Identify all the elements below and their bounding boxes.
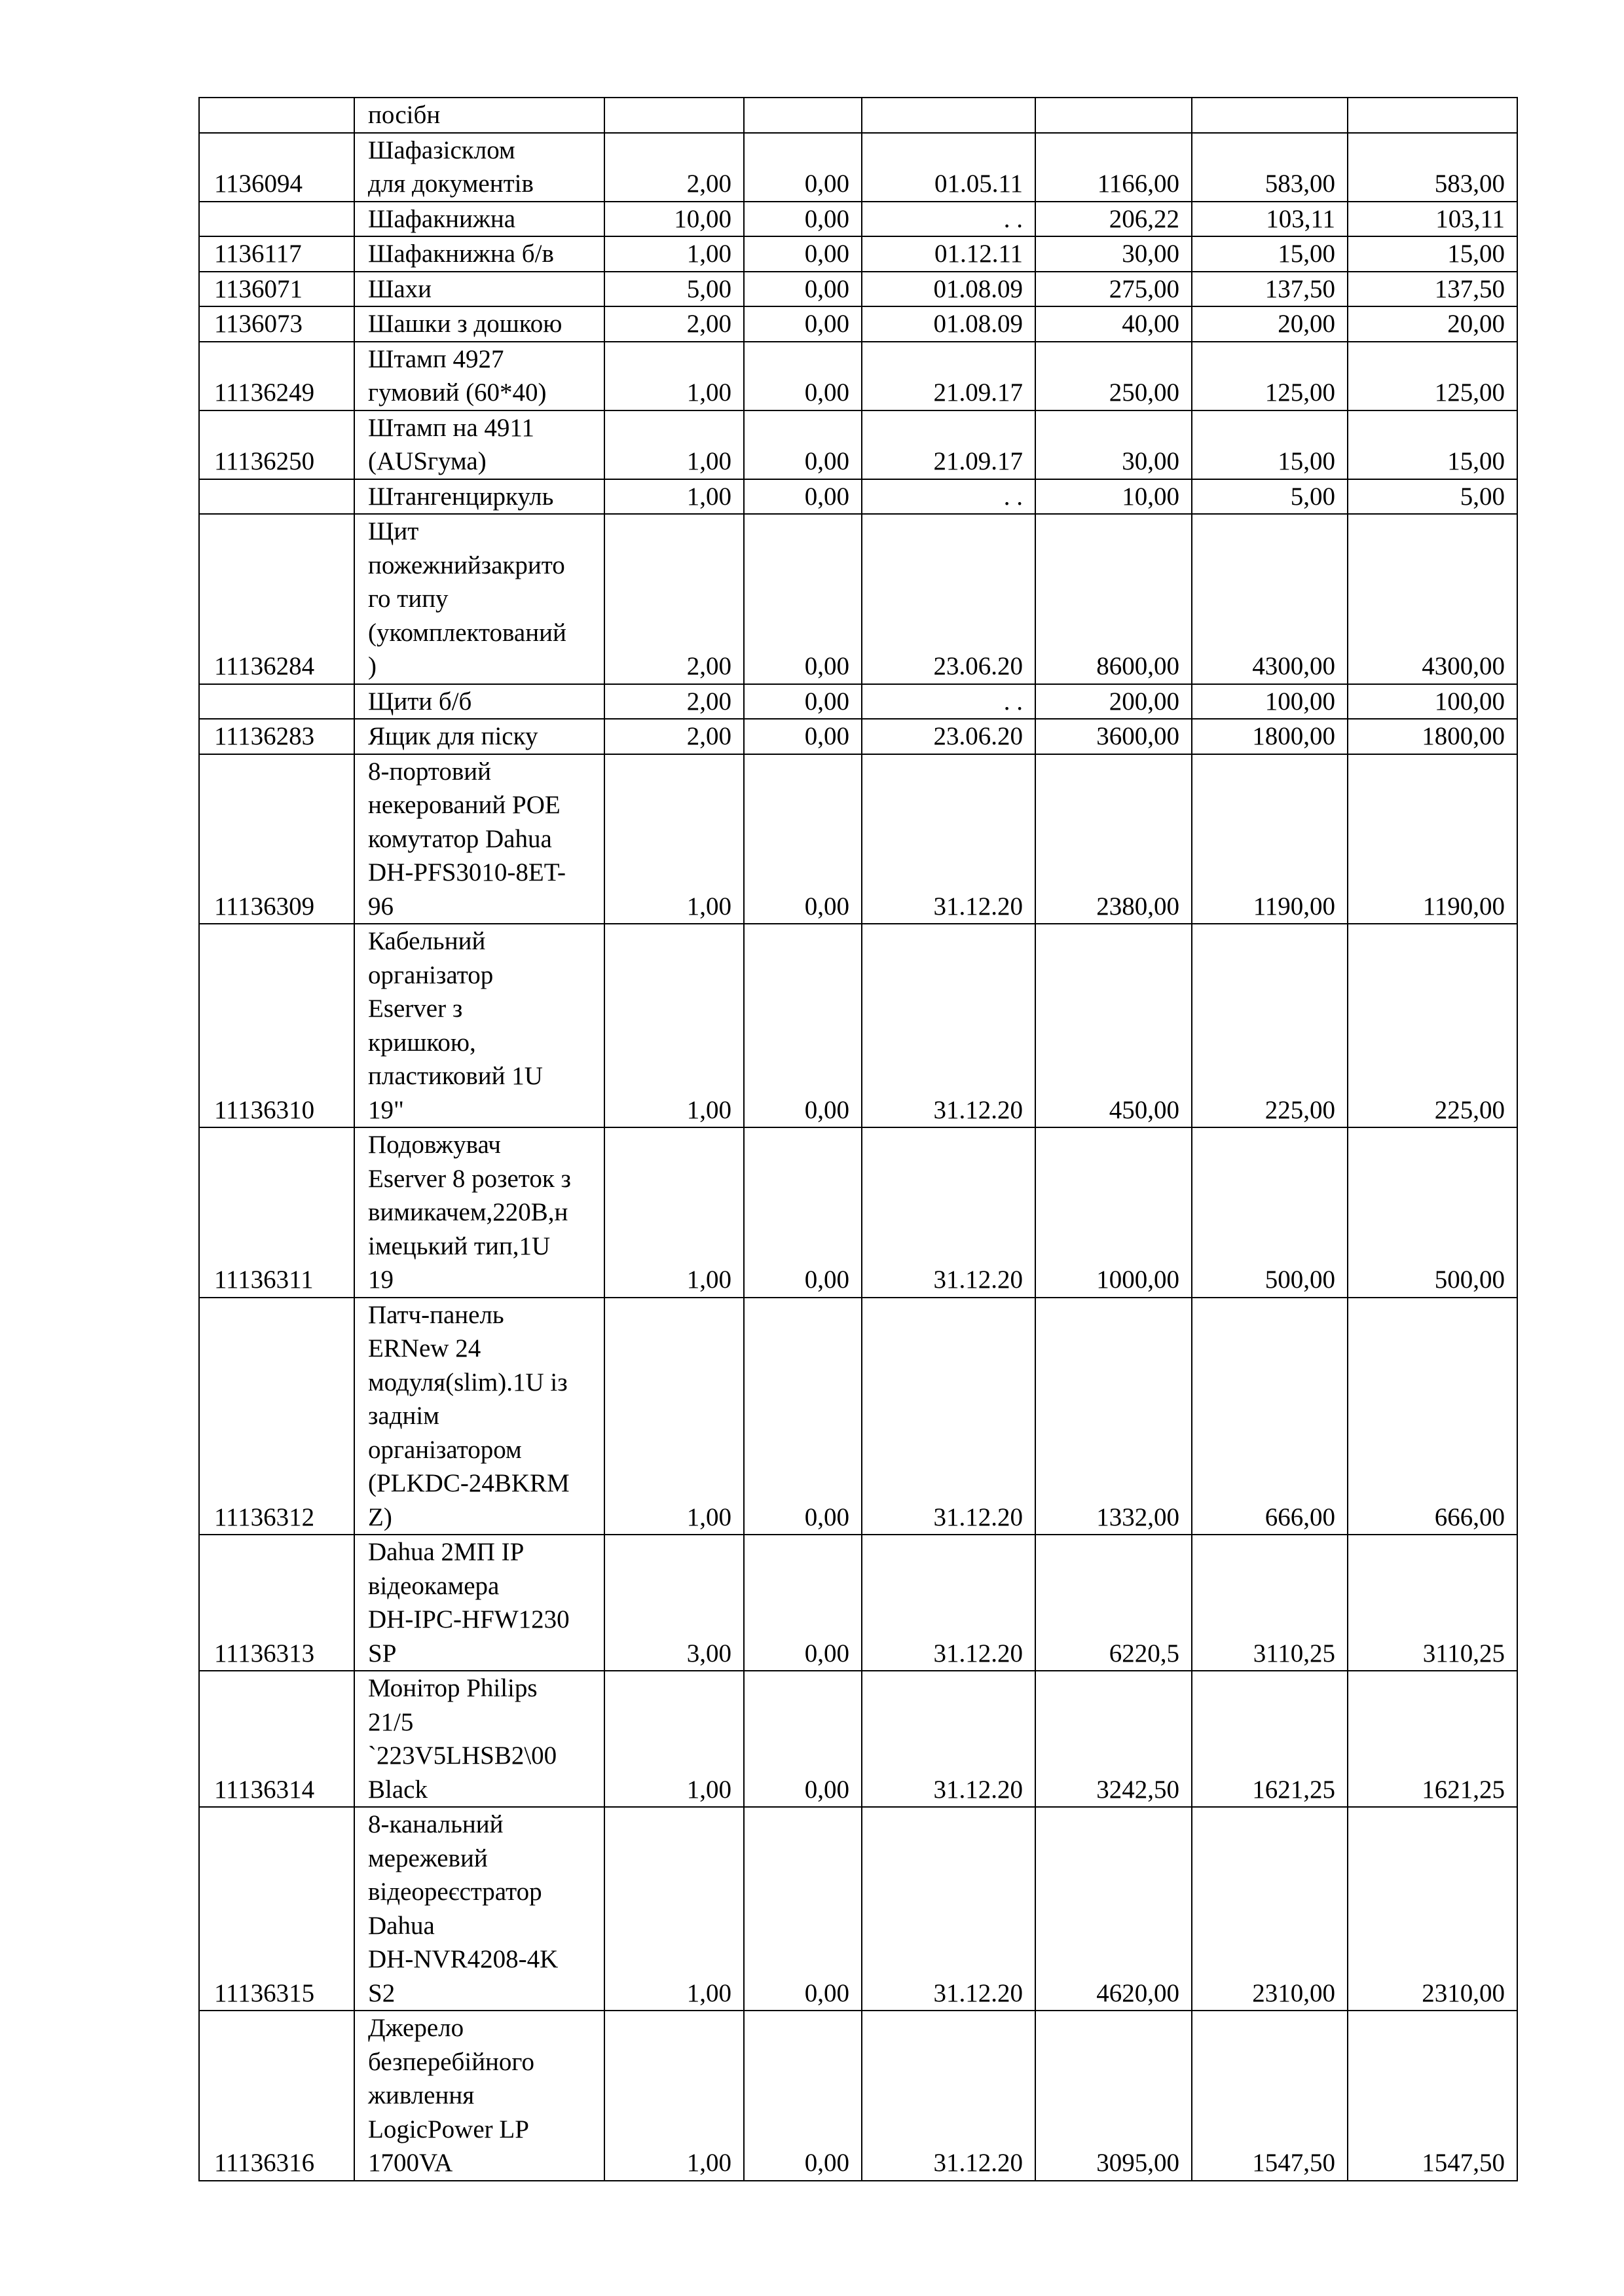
date-cell: . . [862,684,1035,720]
amount-cell: 275,00 [1035,272,1192,307]
quantity-cell: 1,00 [604,479,744,515]
amount-half-cell: 583,00 [1192,133,1348,202]
quantity-cell: 2,00 [604,719,744,754]
date-cell: 31.12.20 [862,1298,1035,1535]
table-row [199,1807,1517,2011]
amount-half-cell [1192,98,1348,133]
value-cell: 0,00 [744,1127,862,1298]
quantity-cell: 2,00 [604,684,744,720]
amount-half-cell: 500,00 [1192,1127,1348,1298]
value-cell: 0,00 [744,236,862,272]
item-name-cell: Dahua 2МП IP відеокамера DH-IPC-HFW1230 SP [354,1535,604,1671]
amount-balance-cell: 225,00 [1348,924,1517,1127]
inventory-number-cell: 1136073 [199,306,354,342]
table-row [199,98,1517,133]
item-name-cell: Джерело безперебійного живлення LogicPower LP 1700VA [354,2011,604,2181]
inventory-number-cell: 1136117 [199,236,354,272]
table-row [199,410,1517,479]
value-cell [744,98,862,133]
date-cell: 23.06.20 [862,719,1035,754]
amount-balance-cell: 1800,00 [1348,719,1517,754]
inventory-number-cell: 11136311 [199,1127,354,1298]
amount-balance-cell [1348,98,1517,133]
date-cell: 21.09.17 [862,342,1035,410]
quantity-cell: 2,00 [604,306,744,342]
amount-half-cell: 1547,50 [1192,2011,1348,2181]
amount-cell: 4620,00 [1035,1807,1192,2011]
amount-cell: 30,00 [1035,236,1192,272]
item-name-cell: Щити б/б [354,684,604,720]
table-row [199,754,1517,924]
amount-cell: 1332,00 [1035,1298,1192,1535]
item-name-cell: 8-канальний мережевий відеореєстратор Dahua DH-NVR4208-4K S2 [354,1807,604,2011]
value-cell: 0,00 [744,2011,862,2181]
inventory-table [198,97,1518,2181]
amount-half-cell: 103,11 [1192,202,1348,237]
value-cell: 0,00 [744,1807,862,2011]
date-cell [862,98,1035,133]
amount-cell: 1000,00 [1035,1127,1192,1298]
amount-half-cell: 225,00 [1192,924,1348,1127]
inventory-number-cell: 11136250 [199,410,354,479]
inventory-number-cell: 11136313 [199,1535,354,1671]
amount-balance-cell: 20,00 [1348,306,1517,342]
quantity-cell: 1,00 [604,410,744,479]
amount-balance-cell: 100,00 [1348,684,1517,720]
date-cell: 01.08.09 [862,272,1035,307]
amount-half-cell: 2310,00 [1192,1807,1348,2011]
amount-balance-cell: 5,00 [1348,479,1517,515]
date-cell: 31.12.20 [862,924,1035,1127]
inventory-number-cell [199,684,354,720]
date-cell: 31.12.20 [862,1671,1035,1807]
amount-balance-cell: 500,00 [1348,1127,1517,1298]
amount-balance-cell: 666,00 [1348,1298,1517,1535]
item-name-cell: Ящик для піску [354,719,604,754]
date-cell: 23.06.20 [862,514,1035,684]
date-cell: 01.05.11 [862,133,1035,202]
table-row [199,202,1517,237]
item-name-cell: Шафазісклом для документів [354,133,604,202]
value-cell: 0,00 [744,1671,862,1807]
amount-cell: 450,00 [1035,924,1192,1127]
date-cell: 31.12.20 [862,2011,1035,2181]
amount-cell: 3600,00 [1035,719,1192,754]
table-row [199,1127,1517,1298]
value-cell: 0,00 [744,1535,862,1671]
amount-balance-cell: 2310,00 [1348,1807,1517,2011]
date-cell: 31.12.20 [862,754,1035,924]
amount-cell [1035,98,1192,133]
table-row [199,306,1517,342]
table-row [199,236,1517,272]
item-name-cell: Шахи [354,272,604,307]
date-cell: 21.09.17 [862,410,1035,479]
item-name-cell: Щит пожежнийзакрито го типу (укомплектований ) [354,514,604,684]
table-row [199,342,1517,410]
amount-half-cell: 1190,00 [1192,754,1348,924]
amount-cell: 200,00 [1035,684,1192,720]
amount-half-cell: 15,00 [1192,410,1348,479]
item-name-cell: 8-портовий некерований POE комутатор Dahua DH-PFS3010-8ET- 96 [354,754,604,924]
amount-balance-cell: 1190,00 [1348,754,1517,924]
value-cell: 0,00 [744,306,862,342]
inventory-number-cell: 11136249 [199,342,354,410]
item-name-cell: посібн [354,98,604,133]
quantity-cell: 1,00 [604,924,744,1127]
value-cell: 0,00 [744,410,862,479]
amount-half-cell: 666,00 [1192,1298,1348,1535]
item-name-cell: Шашки з дошкою [354,306,604,342]
item-name-cell: Штамп на 4911 (AUSгума) [354,410,604,479]
date-cell: 01.12.11 [862,236,1035,272]
amount-cell: 3242,50 [1035,1671,1192,1807]
inventory-number-cell: 1136094 [199,133,354,202]
quantity-cell [604,98,744,133]
amount-cell: 8600,00 [1035,514,1192,684]
inventory-number-cell: 11136314 [199,1671,354,1807]
amount-cell: 40,00 [1035,306,1192,342]
value-cell: 0,00 [744,133,862,202]
amount-half-cell: 4300,00 [1192,514,1348,684]
inventory-number-cell: 11136310 [199,924,354,1127]
value-cell: 0,00 [744,684,862,720]
table-row [199,133,1517,202]
table-row [199,514,1517,684]
table-row [199,1535,1517,1671]
quantity-cell: 10,00 [604,202,744,237]
quantity-cell: 5,00 [604,272,744,307]
inventory-number-cell: 11136312 [199,1298,354,1535]
item-name-cell: Шафакнижна б/в [354,236,604,272]
date-cell: 31.12.20 [862,1535,1035,1671]
amount-cell: 3095,00 [1035,2011,1192,2181]
amount-balance-cell: 103,11 [1348,202,1517,237]
inventory-number-cell: 11136315 [199,1807,354,2011]
amount-half-cell: 20,00 [1192,306,1348,342]
quantity-cell: 1,00 [604,1298,744,1535]
table-row [199,684,1517,720]
quantity-cell: 1,00 [604,236,744,272]
amount-cell: 206,22 [1035,202,1192,237]
value-cell: 0,00 [744,479,862,515]
amount-balance-cell: 137,50 [1348,272,1517,307]
quantity-cell: 1,00 [604,754,744,924]
table-row [199,2011,1517,2181]
table-row [199,1298,1517,1535]
value-cell: 0,00 [744,754,862,924]
amount-balance-cell: 15,00 [1348,410,1517,479]
item-name-cell: Подовжувач Eserver 8 розеток з вимикачем,220В,н імецький тип,1U 19 [354,1127,604,1298]
value-cell: 0,00 [744,719,862,754]
quantity-cell: 1,00 [604,2011,744,2181]
amount-cell: 30,00 [1035,410,1192,479]
amount-cell: 250,00 [1035,342,1192,410]
quantity-cell: 2,00 [604,514,744,684]
inventory-number-cell: 11136309 [199,754,354,924]
amount-cell: 10,00 [1035,479,1192,515]
quantity-cell: 1,00 [604,1127,744,1298]
date-cell: 31.12.20 [862,1127,1035,1298]
date-cell: . . [862,202,1035,237]
value-cell: 0,00 [744,514,862,684]
table-row [199,272,1517,307]
item-name-cell: Патч-панель ERNew 24 модуля(slim).1U із заднім організатором (PLKDC-24BKRM Z) [354,1298,604,1535]
value-cell: 0,00 [744,924,862,1127]
quantity-cell: 2,00 [604,133,744,202]
inventory-number-cell [199,479,354,515]
amount-half-cell: 100,00 [1192,684,1348,720]
table-row [199,479,1517,515]
quantity-cell: 1,00 [604,1807,744,2011]
item-name-cell: Монітор Philips 21/5 `223V5LHSB2\00 Black [354,1671,604,1807]
amount-cell: 6220,5 [1035,1535,1192,1671]
amount-balance-cell: 583,00 [1348,133,1517,202]
date-cell: 31.12.20 [862,1807,1035,2011]
inventory-number-cell: 11136316 [199,2011,354,2181]
date-cell: 01.08.09 [862,306,1035,342]
amount-half-cell: 137,50 [1192,272,1348,307]
inventory-number-cell [199,98,354,133]
amount-balance-cell: 1547,50 [1348,2011,1517,2181]
date-cell: . . [862,479,1035,515]
inventory-number-cell [199,202,354,237]
table-row [199,719,1517,754]
amount-half-cell: 3110,25 [1192,1535,1348,1671]
item-name-cell: Штангенциркуль [354,479,604,515]
value-cell: 0,00 [744,1298,862,1535]
amount-half-cell: 15,00 [1192,236,1348,272]
amount-balance-cell: 125,00 [1348,342,1517,410]
inventory-number-cell: 1136071 [199,272,354,307]
amount-cell: 2380,00 [1035,754,1192,924]
amount-half-cell: 125,00 [1192,342,1348,410]
quantity-cell: 1,00 [604,1671,744,1807]
value-cell: 0,00 [744,202,862,237]
amount-half-cell: 1621,25 [1192,1671,1348,1807]
amount-cell: 1166,00 [1035,133,1192,202]
inventory-number-cell: 11136284 [199,514,354,684]
amount-balance-cell: 4300,00 [1348,514,1517,684]
item-name-cell: Шафакнижна [354,202,604,237]
amount-balance-cell: 1621,25 [1348,1671,1517,1807]
item-name-cell: Штамп 4927 гумовий (60*40) [354,342,604,410]
amount-half-cell: 1800,00 [1192,719,1348,754]
value-cell: 0,00 [744,272,862,307]
quantity-cell: 3,00 [604,1535,744,1671]
value-cell: 0,00 [744,342,862,410]
table-row [199,924,1517,1127]
amount-balance-cell: 15,00 [1348,236,1517,272]
amount-balance-cell: 3110,25 [1348,1535,1517,1671]
quantity-cell: 1,00 [604,342,744,410]
amount-half-cell: 5,00 [1192,479,1348,515]
inventory-number-cell: 11136283 [199,719,354,754]
table-row [199,1671,1517,1807]
item-name-cell: Кабельний організатор Eserver з кришкою, пластиковий 1U 19" [354,924,604,1127]
